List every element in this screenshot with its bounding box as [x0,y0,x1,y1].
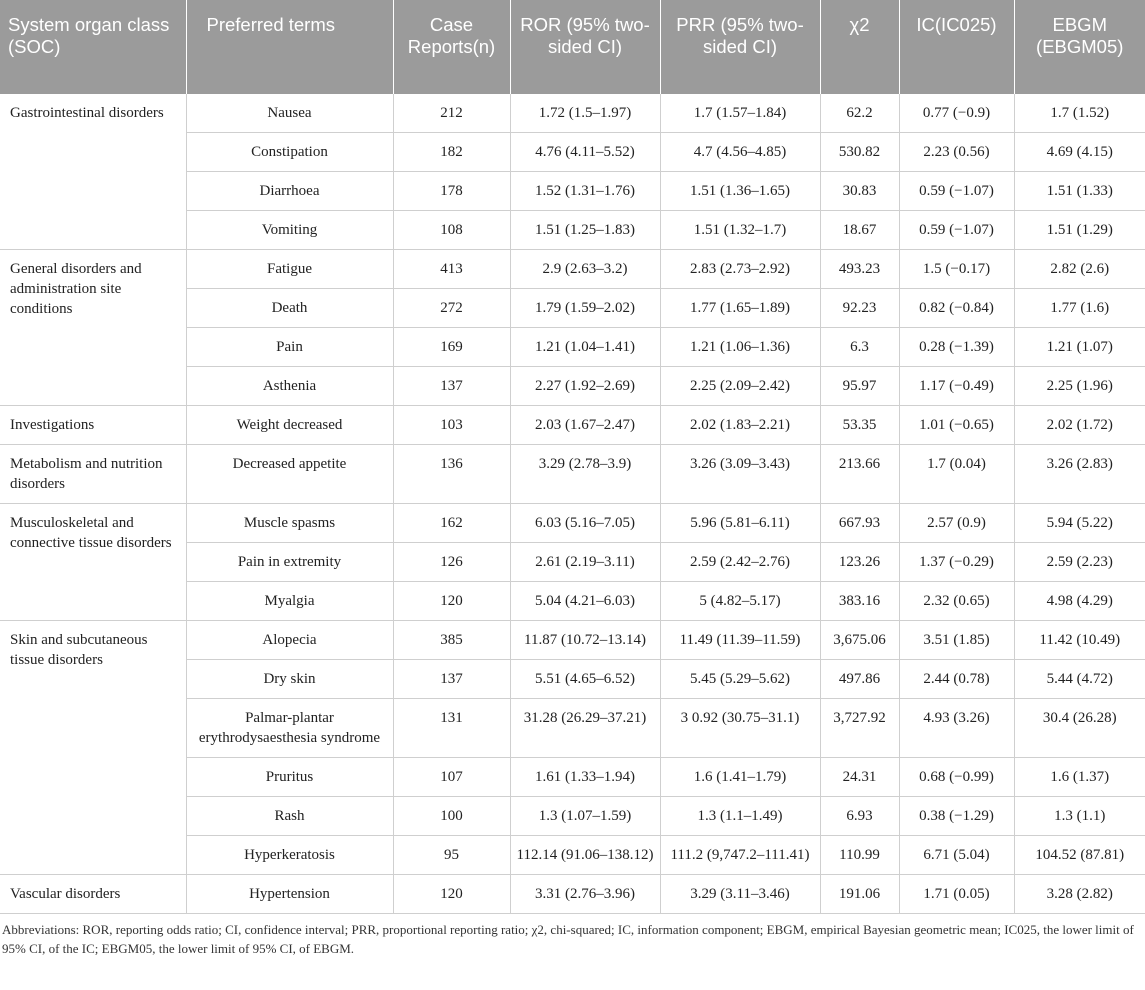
ror-cell: 2.9 (2.63–3.2) [510,250,660,289]
preferred-term-cell: Nausea [186,94,393,133]
chi-squared-cell: 53.35 [820,406,899,445]
preferred-term-cell: Pain in extremity [186,543,393,582]
preferred-term-cell: Weight decreased [186,406,393,445]
ebgm-cell: 4.69 (4.15) [1014,133,1145,172]
case-reports-cell: 182 [393,133,510,172]
prr-cell: 1.6 (1.41–1.79) [660,758,820,797]
chi-squared-cell: 497.86 [820,660,899,699]
prr-cell: 1.21 (1.06–1.36) [660,328,820,367]
preferred-term-cell: Rash [186,797,393,836]
header-case-reports: Case Reports(n) [393,0,510,94]
prr-cell: 111.2 (9,747.2–111.41) [660,836,820,875]
preferred-term-cell: Palmar-plantar erythrodysaesthesia syndrome [186,699,393,758]
header-row [0,0,1145,94]
ror-cell: 2.61 (2.19–3.11) [510,543,660,582]
ebgm-cell: 1.6 (1.37) [1014,758,1145,797]
ic-cell: 0.38 (−1.29) [899,797,1014,836]
preferred-term-cell: Death [186,289,393,328]
case-reports-cell: 107 [393,758,510,797]
case-reports-cell: 162 [393,504,510,543]
header-ror: ROR (95% two-sided CI) [510,0,660,94]
prr-cell: 2.25 (2.09–2.42) [660,367,820,406]
chi-squared-cell: 3,727.92 [820,699,899,758]
prr-cell: 3.29 (3.11–3.46) [660,875,820,914]
ebgm-cell: 30.4 (26.28) [1014,699,1145,758]
chi-squared-cell: 493.23 [820,250,899,289]
table-row [0,621,1145,660]
ic-cell: 1.37 (−0.29) [899,543,1014,582]
chi-squared-cell: 667.93 [820,504,899,543]
chi-squared-cell: 92.23 [820,289,899,328]
ror-cell: 1.52 (1.31–1.76) [510,172,660,211]
preferred-term-cell: Hyperkeratosis [186,836,393,875]
table-row [0,445,1145,504]
soc-cell: Vascular disorders [0,875,186,914]
chi-squared-cell: 18.67 [820,211,899,250]
ebgm-cell: 3.26 (2.83) [1014,445,1145,504]
table-row [0,875,1145,914]
ror-cell: 2.03 (1.67–2.47) [510,406,660,445]
ic-cell: 3.51 (1.85) [899,621,1014,660]
ic-cell: 0.59 (−1.07) [899,211,1014,250]
preferred-term-cell: Myalgia [186,582,393,621]
header-prr: PRR (95% two-sided CI) [660,0,820,94]
table-row [0,250,1145,289]
ic-cell: 2.32 (0.65) [899,582,1014,621]
prr-cell: 1.51 (1.32–1.7) [660,211,820,250]
prr-cell: 2.59 (2.42–2.76) [660,543,820,582]
soc-cell: Musculoskeletal and connective tissue disorders [0,504,186,621]
ebgm-cell: 1.21 (1.07) [1014,328,1145,367]
chi-squared-cell: 383.16 [820,582,899,621]
abbreviations-footnote: Abbreviations: ROR, reporting odds ratio; CI, confidence interval; PRR, proportional reporting ratio; χ2, chi-squared; IC, information component; EBGM, empirical Bayesian geometric mean; IC025, the lower limit of 95% CI, of the IC; EBGM05, the lower limit of 95% CI, of EBGM. [2,922,1134,956]
soc-cell: Gastrointestinal disorders [0,94,186,250]
prr-cell: 5.45 (5.29–5.62) [660,660,820,699]
ebgm-cell: 2.59 (2.23) [1014,543,1145,582]
prr-cell: 5 (4.82–5.17) [660,582,820,621]
ebgm-cell: 104.52 (87.81) [1014,836,1145,875]
header-chi-squared: χ2 [820,0,899,94]
preferred-term-cell: Alopecia [186,621,393,660]
ic-cell: 1.71 (0.05) [899,875,1014,914]
table-body [0,94,1145,914]
ebgm-cell: 5.44 (4.72) [1014,660,1145,699]
preferred-term-cell: Asthenia [186,367,393,406]
chi-squared-cell: 6.93 [820,797,899,836]
case-reports-cell: 212 [393,94,510,133]
ebgm-cell: 2.25 (1.96) [1014,367,1145,406]
header-soc: System organ class (SOC) [0,0,186,94]
case-reports-cell: 100 [393,797,510,836]
ebgm-cell: 1.3 (1.1) [1014,797,1145,836]
ror-cell: 1.72 (1.5–1.97) [510,94,660,133]
case-reports-cell: 126 [393,543,510,582]
preferred-term-cell: Dry skin [186,660,393,699]
prr-cell: 5.96 (5.81–6.11) [660,504,820,543]
prr-cell: 11.49 (11.39–11.59) [660,621,820,660]
ebgm-cell: 1.7 (1.52) [1014,94,1145,133]
ebgm-cell: 2.02 (1.72) [1014,406,1145,445]
ror-cell: 1.21 (1.04–1.41) [510,328,660,367]
case-reports-cell: 169 [393,328,510,367]
prr-cell: 4.7 (4.56–4.85) [660,133,820,172]
chi-squared-cell: 6.3 [820,328,899,367]
ebgm-cell: 1.51 (1.33) [1014,172,1145,211]
prr-cell: 1.51 (1.36–1.65) [660,172,820,211]
preferred-term-cell: Constipation [186,133,393,172]
ror-cell: 5.04 (4.21–6.03) [510,582,660,621]
case-reports-cell: 137 [393,660,510,699]
ic-cell: 0.68 (−0.99) [899,758,1014,797]
prr-cell: 2.02 (1.83–2.21) [660,406,820,445]
ic-cell: 2.57 (0.9) [899,504,1014,543]
ic-cell: 0.82 (−0.84) [899,289,1014,328]
preferred-term-cell: Pruritus [186,758,393,797]
chi-squared-cell: 62.2 [820,94,899,133]
ebgm-cell: 2.82 (2.6) [1014,250,1145,289]
prr-cell: 1.3 (1.1–1.49) [660,797,820,836]
ror-cell: 3.31 (2.76–3.96) [510,875,660,914]
table-row [0,406,1145,445]
case-reports-cell: 131 [393,699,510,758]
chi-squared-cell: 123.26 [820,543,899,582]
ic-cell: 1.01 (−0.65) [899,406,1014,445]
ebgm-cell: 4.98 (4.29) [1014,582,1145,621]
case-reports-cell: 413 [393,250,510,289]
ror-cell: 5.51 (4.65–6.52) [510,660,660,699]
ror-cell: 11.87 (10.72–13.14) [510,621,660,660]
case-reports-cell: 385 [393,621,510,660]
preferred-term-cell: Muscle spasms [186,504,393,543]
case-reports-cell: 272 [393,289,510,328]
preferred-term-cell: Hypertension [186,875,393,914]
case-reports-cell: 108 [393,211,510,250]
chi-squared-cell: 24.31 [820,758,899,797]
table-row [0,94,1145,133]
ror-cell: 1.51 (1.25–1.83) [510,211,660,250]
ic-cell: 4.93 (3.26) [899,699,1014,758]
soc-cell: Metabolism and nutrition disorders [0,445,186,504]
ic-cell: 0.77 (−0.9) [899,94,1014,133]
prr-cell: 1.77 (1.65–1.89) [660,289,820,328]
chi-squared-cell: 530.82 [820,133,899,172]
ic-cell: 2.23 (0.56) [899,133,1014,172]
case-reports-cell: 136 [393,445,510,504]
ebgm-cell: 5.94 (5.22) [1014,504,1145,543]
prr-cell: 3 0.92 (30.75–31.1) [660,699,820,758]
case-reports-cell: 95 [393,836,510,875]
ebgm-cell: 1.77 (1.6) [1014,289,1145,328]
case-reports-cell: 178 [393,172,510,211]
ic-cell: 2.44 (0.78) [899,660,1014,699]
ic-cell: 1.5 (−0.17) [899,250,1014,289]
chi-squared-cell: 191.06 [820,875,899,914]
ic-cell: 6.71 (5.04) [899,836,1014,875]
ror-cell: 1.3 (1.07–1.59) [510,797,660,836]
table-header [0,0,1145,94]
case-reports-cell: 137 [393,367,510,406]
table-row [0,504,1145,543]
ror-cell: 31.28 (26.29–37.21) [510,699,660,758]
chi-squared-cell: 213.66 [820,445,899,504]
ror-cell: 3.29 (2.78–3.9) [510,445,660,504]
ic-cell: 1.7 (0.04) [899,445,1014,504]
ror-cell: 112.14 (91.06–138.12) [510,836,660,875]
preferred-term-cell: Diarrhoea [186,172,393,211]
header-ebgm: EBGM (EBGM05) [1014,0,1145,94]
ror-cell: 1.61 (1.33–1.94) [510,758,660,797]
header-ic: IC(IC025) [899,0,1014,94]
chi-squared-cell: 3,675.06 [820,621,899,660]
ror-cell: 4.76 (4.11–5.52) [510,133,660,172]
ebgm-cell: 1.51 (1.29) [1014,211,1145,250]
prr-cell: 2.83 (2.73–2.92) [660,250,820,289]
ror-cell: 2.27 (1.92–2.69) [510,367,660,406]
soc-cell: Investigations [0,406,186,445]
preferred-term-cell: Fatigue [186,250,393,289]
chi-squared-cell: 30.83 [820,172,899,211]
ic-cell: 0.28 (−1.39) [899,328,1014,367]
prr-cell: 1.7 (1.57–1.84) [660,94,820,133]
preferred-term-cell: Pain [186,328,393,367]
case-reports-cell: 120 [393,875,510,914]
chi-squared-cell: 110.99 [820,836,899,875]
case-reports-cell: 103 [393,406,510,445]
soc-cell: Skin and subcutaneous tissue disorders [0,621,186,875]
header-preferred-terms: Preferred terms [186,0,393,94]
ror-cell: 1.79 (1.59–2.02) [510,289,660,328]
ror-cell: 6.03 (5.16–7.05) [510,504,660,543]
preferred-term-cell: Decreased appetite [186,445,393,504]
ebgm-cell: 11.42 (10.49) [1014,621,1145,660]
soc-cell: General disorders and administration site conditions [0,250,186,406]
ebgm-cell: 3.28 (2.82) [1014,875,1145,914]
ic-cell: 1.17 (−0.49) [899,367,1014,406]
preferred-term-cell: Vomiting [186,211,393,250]
chi-squared-cell: 95.97 [820,367,899,406]
ic-cell: 0.59 (−1.07) [899,172,1014,211]
case-reports-cell: 120 [393,582,510,621]
prr-cell: 3.26 (3.09–3.43) [660,445,820,504]
